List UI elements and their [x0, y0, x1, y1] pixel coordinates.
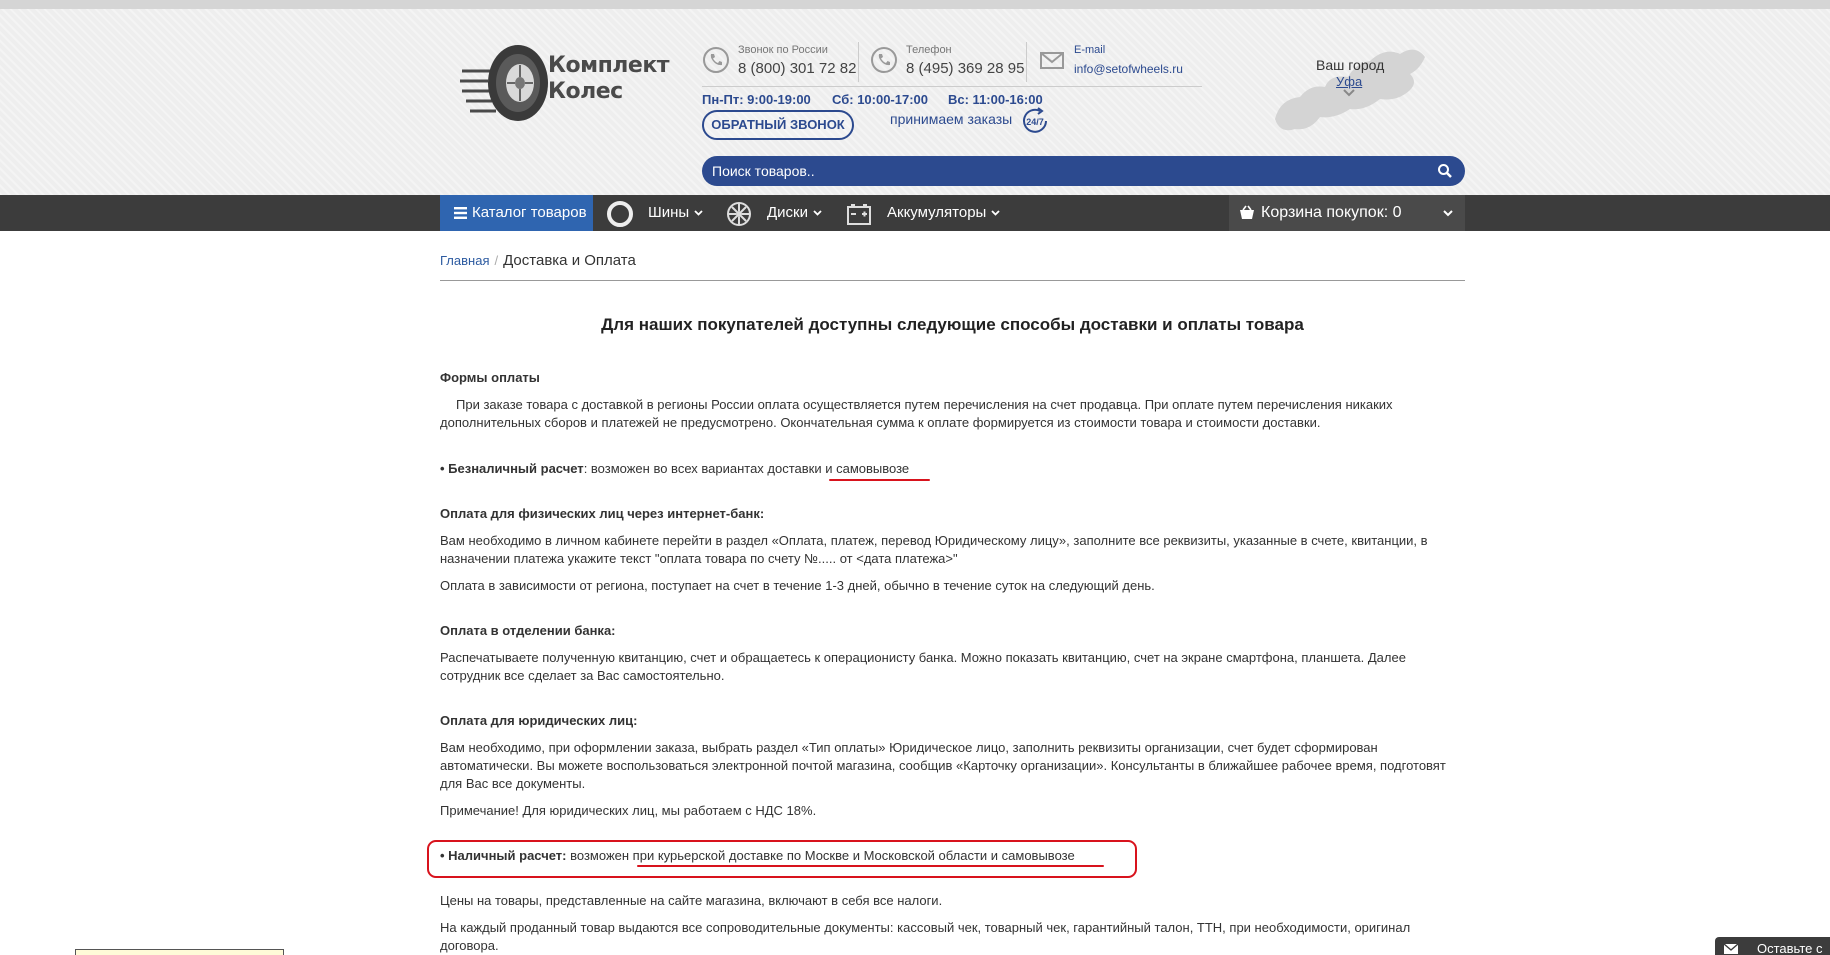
breadcrumb-home[interactable]: Главная: [440, 253, 490, 268]
battery-icon: [846, 201, 872, 227]
envelope-icon: [1724, 944, 1738, 954]
cash-label: • Наличный расчет:: [440, 848, 567, 863]
top-strip: [0, 0, 1830, 9]
hours-weekdays: Пн-Пт: 9:00-19:00: [702, 92, 811, 107]
annotation-box: [427, 840, 1137, 878]
cashless-paragraph: [440, 460, 1465, 478]
cart-label: Корзина покупок: 0: [1261, 204, 1402, 221]
callback-button[interactable]: ОБРАТНЫЙ ЗВОНОК: [702, 110, 854, 140]
page-title: Для наших покупателей доступны следующие способы доставки и оплаты товара: [601, 315, 1304, 334]
main-nav: [0, 195, 1830, 231]
prices-text: Цены на товары, представленные на сайте магазина, включают в себя все налоги.: [440, 893, 943, 908]
city-selector[interactable]: [1270, 39, 1430, 144]
phone-icon: [702, 46, 730, 74]
documents-text: На каждый проданный товар выдаются все сопроводительные документы: кассовый чек, товарный чек, гарантийный талон, ТТН, при необходимости, оригинал договора.: [440, 920, 1411, 953]
contact-phone: [870, 34, 1025, 84]
nav-catalog-label: Каталог товаров: [472, 204, 587, 221]
logo-line-1: Комплект: [548, 53, 669, 78]
badge-text: 24/7: [1026, 117, 1044, 127]
feedback-widget[interactable]: [1715, 937, 1830, 955]
chevron-down-icon: [1443, 210, 1453, 217]
payment-forms-heading: Формы оплаты: [440, 370, 540, 385]
search-bar: [702, 156, 1465, 186]
chevron-down-icon: [991, 210, 1000, 216]
chevron-down-icon: [813, 210, 822, 216]
nav-catalog[interactable]: [440, 195, 593, 231]
chevron-down-icon: [694, 210, 703, 216]
nav-tires-label: Шины: [648, 204, 690, 221]
legal-heading: Оплата для юридических лиц:: [440, 713, 638, 728]
divider: [1026, 42, 1027, 82]
cashless-text: : возможен во всех вариантах доставки: [583, 461, 822, 476]
individuals-note: Оплата в зависимости от региона, поступает на счет в течение 1-3 дней, обычно в течение суток на следующий день.: [440, 578, 1155, 593]
cash-text: возможен: [566, 848, 633, 863]
feedback-label: Оставьте с: [1757, 941, 1823, 955]
breadcrumb-separator: /: [494, 253, 499, 268]
phone-number[interactable]: 8 (495) 369 28 95: [906, 60, 1025, 77]
contact-email: [1038, 34, 1198, 84]
phone-russia-number[interactable]: 8 (800) 301 72 82: [738, 60, 857, 77]
contact-russia: [702, 34, 857, 84]
nav-wheels[interactable]: [767, 195, 822, 231]
phone-russia-label: Звонок по России: [738, 44, 828, 56]
individuals-text: Вам необходимо в личном кабинете перейти в раздел «Оплата, платеж, перевод Юридическому лицу», заполните все реквизиты, указанные в счете, квитанции, в назначении платежа укажите текст "оплата товара по счету №..... от <дата платежа>": [440, 533, 1428, 566]
tire-logo-icon: [460, 41, 555, 126]
tire-icon: [607, 201, 633, 227]
orders-text: принимаем заказы: [890, 111, 1013, 127]
search-icon[interactable]: [1437, 163, 1453, 179]
wheel-rim-icon: [726, 201, 752, 227]
phone-label: Телефон: [906, 44, 952, 56]
nav-batteries[interactable]: [887, 195, 1000, 231]
logo-line-2: Колес: [548, 79, 623, 104]
hours-sunday: Вс: 11:00-16:00: [948, 92, 1043, 107]
email-link[interactable]: info@setofwheels.ru: [1074, 62, 1183, 76]
cashless-pickup: и самовывозе: [821, 461, 910, 476]
city-name-link[interactable]: Уфа: [1336, 74, 1363, 89]
hours-saturday: Сб: 10:00-17:00: [832, 92, 929, 107]
nav-tires[interactable]: [648, 195, 703, 231]
breadcrumb-current: Доставка и Оплата: [503, 252, 636, 269]
annotation-underline: [829, 479, 930, 481]
legal-text: Вам необходимо, при оформлении заказа, выбрать раздел «Тип оплаты» Юридическое лицо, заполнить реквизиты организации, счет будет сформирован автоматически. Вы можете воспользоваться электронной почтой магазина, сообщив «Карточку организации». Консультанты в ближайшее рабочее время, подготовят для Вас все документы.: [440, 740, 1446, 791]
intro-paragraph: При заказе товара с доставкой в регионы России оплата осуществляется путем перечисления на счет продавца. При оплате путем перечисления никаких дополнительных сборов и платежей не предусмотрено. Окончательная сумма к оплате формируется из стоимости товара и стоимости доставки.: [440, 397, 1393, 430]
chevron-down-icon[interactable]: [1343, 89, 1355, 97]
site-header: [0, 9, 1830, 195]
bank-text: Распечатываете полученную квитанцию, счет и обращаетесь к операционисту банка. Можно показать квитанцию, счет на экране смартфона, планшета. Далее сотрудник все сделает за Вас самостоятельно.: [440, 650, 1406, 683]
breadcrumb-divider: [440, 280, 1465, 281]
search-input[interactable]: [712, 161, 1412, 181]
nav-batteries-label: Аккумуляторы: [887, 204, 987, 221]
basket-icon: [1239, 205, 1255, 220]
email-label: E-mail: [1074, 44, 1106, 56]
phone-icon: [870, 46, 898, 74]
breadcrumb: [440, 252, 636, 269]
menu-icon: [454, 207, 467, 219]
bank-heading: Оплата в отделении банка:: [440, 623, 616, 638]
cash-conditions: при курьерской доставке по Москве и Московской области и самовывозе: [632, 848, 1075, 863]
contact-divider: [702, 86, 1202, 87]
legal-note: Примечание! Для юридических лиц, мы работаем с НДС 18%.: [440, 803, 817, 818]
clock-24-7-icon: [1020, 106, 1050, 136]
envelope-icon: [1038, 46, 1066, 74]
divider: [858, 42, 859, 82]
site-logo[interactable]: [460, 41, 669, 126]
cashless-label: • Безналичный расчет: [440, 461, 584, 476]
cart-button[interactable]: [1229, 195, 1465, 231]
individuals-heading: Оплата для физических лиц через интернет-банк:: [440, 506, 765, 521]
nav-wheels-label: Диски: [767, 204, 808, 221]
city-label: Ваш город: [1316, 57, 1385, 73]
floating-widget[interactable]: [75, 949, 284, 955]
logo-text: [548, 53, 669, 105]
